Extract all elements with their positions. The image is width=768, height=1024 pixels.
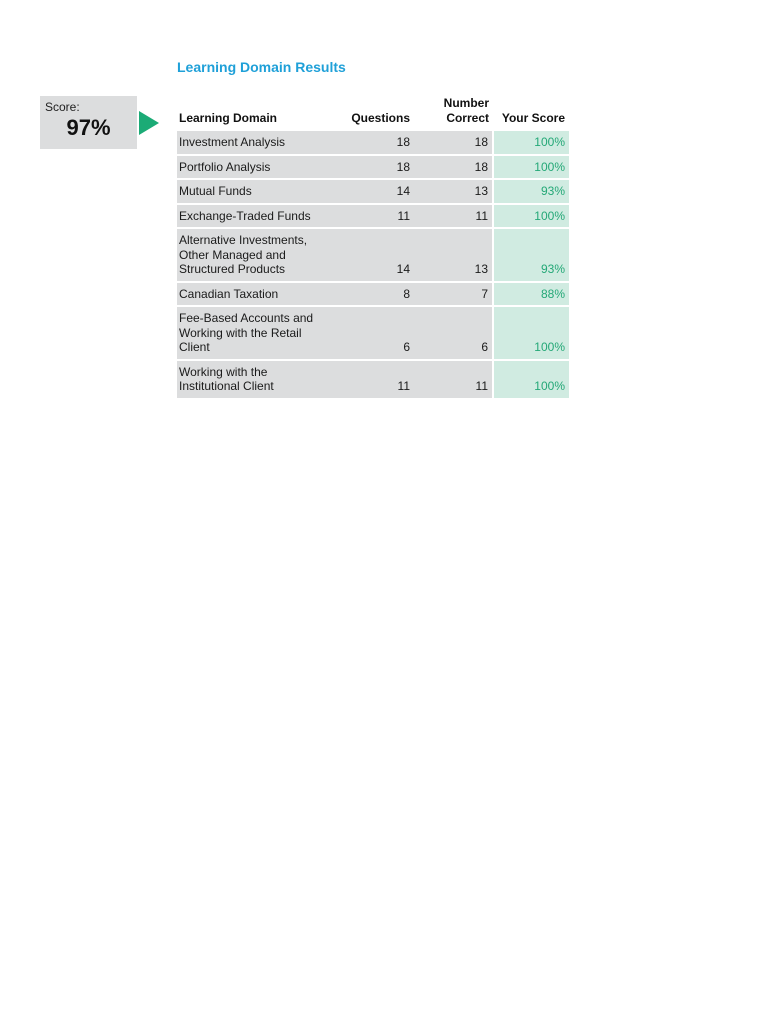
play-triangle-icon	[139, 111, 159, 135]
cell-your-score: 100%	[493, 155, 569, 180]
domain-line: Fee-Based Accounts and	[179, 311, 314, 325]
table-row	[177, 204, 569, 229]
domain-line: Working with the Retail	[179, 325, 302, 340]
table-row	[177, 155, 569, 180]
header-questions: Questions	[351, 111, 410, 125]
cell-questions: 14	[338, 179, 414, 204]
header-learning-domain: Learning Domain	[179, 111, 278, 125]
cell-your-score: 88%	[493, 282, 569, 307]
cell-questions: 18	[338, 155, 414, 180]
cell-questions: 11	[338, 204, 414, 229]
cell-your-score: 100%	[493, 306, 569, 360]
domain-line: Alternative Investments,	[179, 233, 308, 247]
domain-line: Client	[179, 340, 210, 354]
domain-line: Portfolio Analysis	[179, 159, 271, 174]
table-row	[177, 179, 569, 204]
cell-questions: 8	[338, 282, 414, 307]
cell-learning-domain	[177, 204, 338, 229]
header-your-score: Your Score	[501, 111, 565, 125]
domain-line: Mutual Funds	[179, 184, 252, 198]
table-row	[177, 228, 569, 282]
domain-line: Canadian Taxation	[179, 286, 279, 301]
cell-questions: 11	[338, 360, 414, 399]
cell-number-correct: 18	[414, 131, 493, 155]
cell-number-correct: 11	[414, 204, 493, 229]
header-number-correct-line2: Correct	[446, 111, 489, 125]
table-row	[177, 131, 569, 155]
cell-learning-domain	[177, 179, 338, 204]
domain-line: Institutional Client	[179, 379, 274, 393]
domain-line: Investment Analysis	[179, 135, 286, 149]
cell-learning-domain	[177, 282, 338, 307]
cell-your-score: 93%	[493, 228, 569, 282]
cell-questions: 14	[338, 228, 414, 282]
header-number-correct-line1: Number	[443, 96, 489, 110]
cell-learning-domain	[177, 306, 338, 360]
cell-questions: 18	[338, 131, 414, 155]
cell-your-score: 100%	[493, 360, 569, 399]
cell-questions: 6	[338, 306, 414, 360]
domain-line: Exchange-Traded Funds	[179, 208, 311, 223]
cell-number-correct: 7	[414, 282, 493, 307]
table-row	[177, 360, 569, 399]
cell-your-score: 93%	[493, 179, 569, 204]
domain-line: Other Managed and	[179, 247, 286, 262]
learning-domain-results-table	[177, 96, 569, 400]
domain-line: Working with the	[179, 364, 268, 379]
cell-your-score: 100%	[493, 204, 569, 229]
cell-your-score: 100%	[493, 131, 569, 155]
cell-number-correct: 18	[414, 155, 493, 180]
cell-number-correct: 6	[414, 306, 493, 360]
header-number-correct	[414, 96, 493, 131]
score-value: 97%	[66, 115, 111, 140]
table-body	[177, 131, 569, 399]
domain-line: Structured Products	[179, 262, 286, 276]
table-row	[177, 282, 569, 307]
cell-learning-domain	[177, 155, 338, 180]
score-label: Score:	[45, 100, 80, 114]
cell-number-correct: 13	[414, 228, 493, 282]
cell-number-correct: 13	[414, 179, 493, 204]
table-header-row	[177, 96, 569, 131]
overall-score-box	[40, 96, 137, 149]
cell-learning-domain	[177, 228, 338, 282]
cell-learning-domain	[177, 131, 338, 155]
table-row	[177, 306, 569, 360]
page-title: Learning Domain Results	[177, 59, 346, 75]
cell-learning-domain	[177, 360, 338, 399]
cell-number-correct: 11	[414, 360, 493, 399]
